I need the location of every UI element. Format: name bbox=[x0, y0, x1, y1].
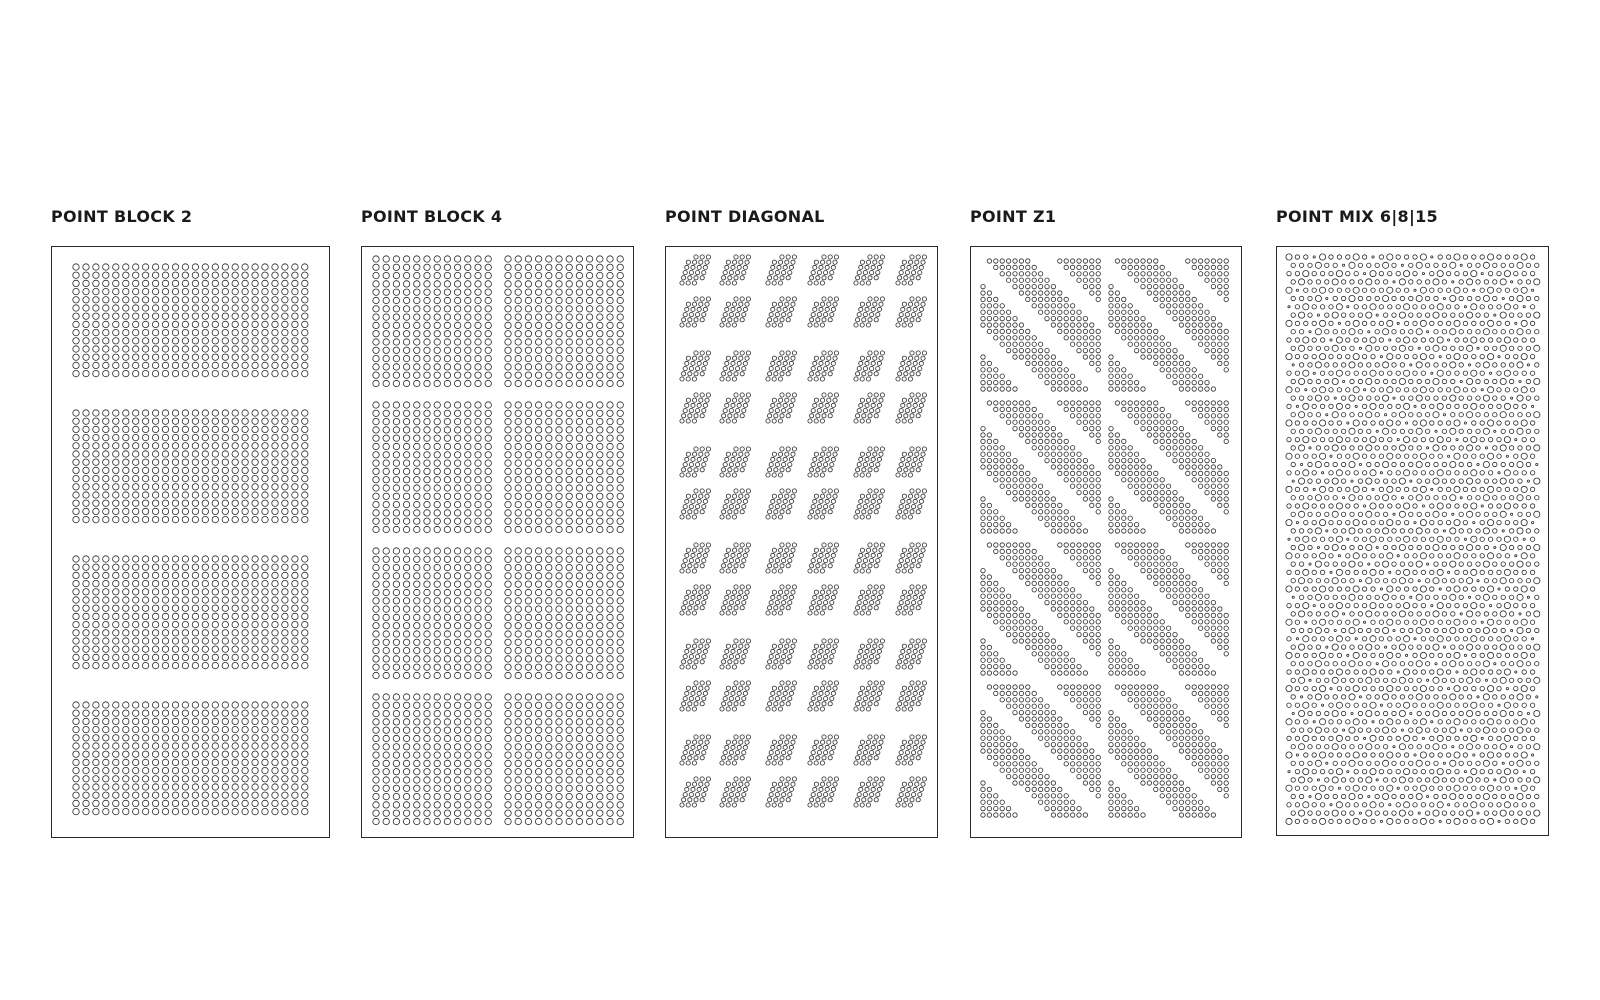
pattern-panel-point-z1 bbox=[970, 246, 1242, 838]
perforation-pattern-block-rows bbox=[52, 247, 329, 837]
panel-title-point-mix: POINT MIX 6|8|15 bbox=[1276, 207, 1438, 226]
pattern-panel-point-block-2 bbox=[51, 246, 330, 838]
perforation-pattern-diagonal-clusters bbox=[666, 247, 937, 837]
pattern-panel-point-diagonal bbox=[665, 246, 938, 838]
perforation-pattern-diagonal-stripes bbox=[971, 247, 1241, 837]
panel-title-point-block-2: POINT BLOCK 2 bbox=[51, 207, 193, 226]
panel-title-point-diagonal: POINT DIAGONAL bbox=[665, 207, 825, 226]
panel-title-point-block-4: POINT BLOCK 4 bbox=[361, 207, 503, 226]
pattern-panel-point-block-4 bbox=[361, 246, 634, 838]
perforation-pattern-block-grid bbox=[362, 247, 633, 837]
perforation-pattern-mixed-diamond bbox=[1277, 247, 1548, 835]
pattern-panel-point-mix bbox=[1276, 246, 1549, 836]
panel-title-point-z1: POINT Z1 bbox=[970, 207, 1057, 226]
